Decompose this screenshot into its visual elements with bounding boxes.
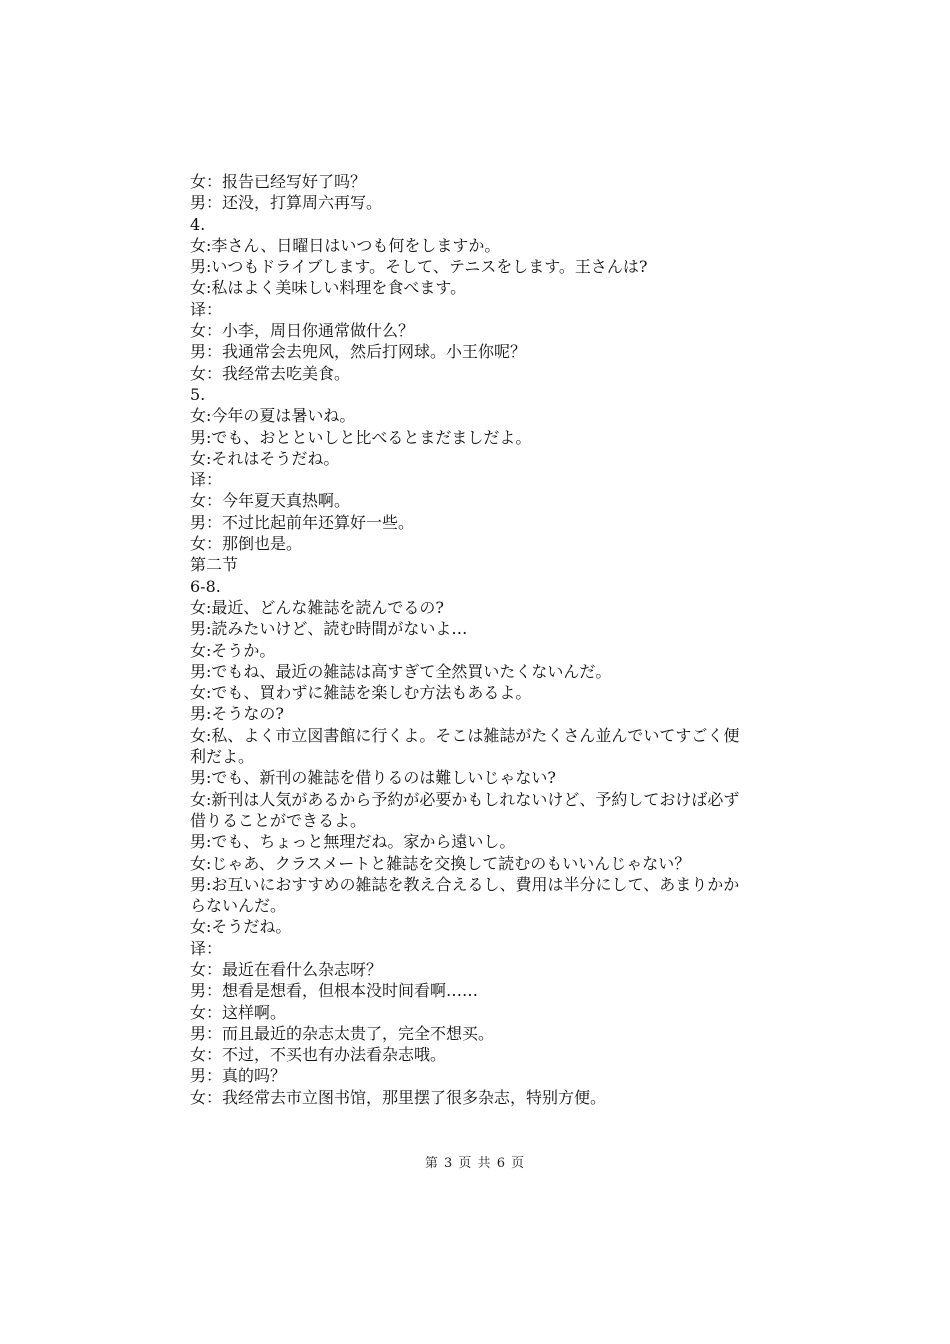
text-line: 女：不过，不买也有办法看杂志哦。 bbox=[190, 1045, 447, 1065]
text-line: 男：而且最近的杂志太贵了，完全不想买。 bbox=[190, 1023, 495, 1043]
text-line: 女：小李，周日你通常做什么？ bbox=[190, 321, 415, 341]
text-line: 女:そうか。 bbox=[190, 640, 276, 660]
text-line: 男：我通常会去兜风，然后打网球。小王你呢？ bbox=[190, 342, 527, 362]
text-line: 女:でも、買わずに雑誌を楽しむ方法もあるよ。 bbox=[190, 683, 532, 703]
text-line: らないんだ。 bbox=[190, 896, 287, 916]
text-line: 女:私、よく市立図書館に行くよ。そこは雑誌がたくさん並んでいてすごく便 bbox=[190, 725, 740, 745]
text-line: 第二节 bbox=[190, 555, 239, 575]
text-line: 男:でも、おとといしと比べるとまだましだよ。 bbox=[190, 427, 532, 447]
text-line: 男:でも、ちょっと無理だね。家から遠いし。 bbox=[190, 832, 516, 852]
text-line: 男：还没，打算周六再写。 bbox=[190, 193, 383, 213]
text-line: 女:最近、どんな雑誌を読んでるの? bbox=[190, 597, 444, 617]
text-line: 女：今年夏天真热啊。 bbox=[190, 491, 351, 511]
text-line: 女:じゃあ、クラスメートと雑誌を交換して読むのもいいんじゃない？ bbox=[190, 853, 691, 873]
text-line: 借りることができるよ。 bbox=[190, 810, 367, 830]
text-line: 4. bbox=[190, 214, 206, 234]
text-line: 女:私はよく美味しい料理を食べます。 bbox=[190, 278, 467, 298]
text-line: 女：报告已经写好了吗？ bbox=[190, 172, 367, 191]
text-line: 女：这样啊。 bbox=[190, 1002, 287, 1022]
text-line: 男：想看是想看，但根本没时间看啊…… bbox=[190, 981, 479, 1001]
text-line: 男:そうなの? bbox=[190, 704, 284, 724]
text-line: 译： bbox=[190, 470, 223, 490]
text-line: 女：我经常去市立图书馆，那里摆了很多杂志，特别方便。 bbox=[190, 1087, 607, 1107]
text-line: 女:そうだね。 bbox=[190, 917, 292, 937]
text-line: 男：不过比起前年还算好一些。 bbox=[190, 512, 415, 532]
text-line: 男:お互いにおすすめの雑誌を教え合えるし、費用は半分にして、あまりかか bbox=[190, 874, 740, 894]
text-line: 男:でもね、最近の雑誌は高すぎて全然買いたくないんだ。 bbox=[190, 661, 612, 681]
text-line: 6-8. bbox=[190, 576, 221, 596]
text-line: 女：最近在看什么杂志呀？ bbox=[190, 959, 383, 979]
text-line: 男:読みたいけど、読む時間がないよ… bbox=[190, 619, 468, 639]
text-line: 男：真的吗？ bbox=[190, 1066, 287, 1086]
text-line: 译： bbox=[190, 938, 223, 958]
document-body bbox=[190, 171, 770, 1108]
text-line: 利だよ。 bbox=[190, 747, 255, 767]
text-line: 女:今年の夏は暑いね。 bbox=[190, 406, 356, 426]
text-line: 男:いつもドライブします。そして、テニスをします。王さんは? bbox=[190, 257, 648, 277]
text-line: 5. bbox=[190, 384, 206, 404]
text-line: 女：那倒也是。 bbox=[190, 534, 303, 554]
text-line: 译： bbox=[190, 299, 223, 319]
text-line: 女：我经常去吃美食。 bbox=[190, 363, 351, 383]
page-footer: 第 3 页 共 6 页 bbox=[424, 1156, 526, 1171]
text-line: 女:それはそうだね。 bbox=[190, 448, 340, 468]
text-line: 女:新刊は人気があるから予約が必要かもしれないけど、予約しておけば必ず bbox=[190, 789, 740, 809]
text-line: 男:でも、新刊の雑誌を借りるのは難しいじゃない? bbox=[190, 768, 556, 788]
text-line: 女:李さん、日曜日はいつも何をしますか。 bbox=[190, 235, 501, 255]
